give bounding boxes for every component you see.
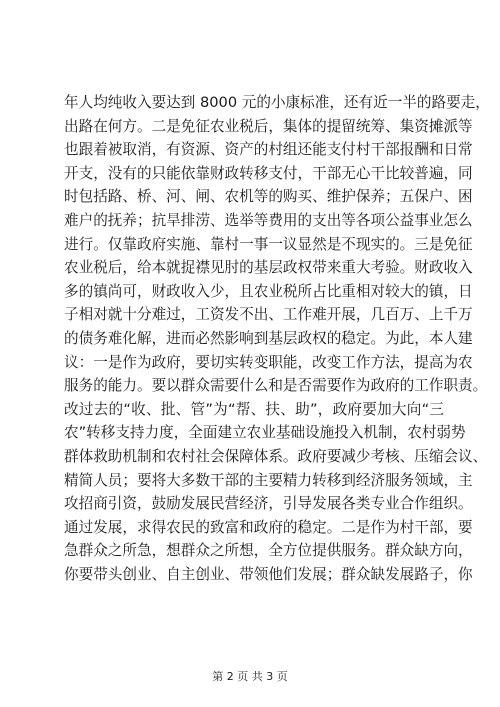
text-line: 你要带头创业、自主创业、带领他们发展；群众缺发展路子，你 bbox=[64, 565, 473, 583]
text-line: 急群众之所急，想群众之所想，全方位提供服务。群众缺方向， bbox=[64, 542, 473, 560]
page-number: 第 2 页 共 3 页 bbox=[212, 670, 288, 683]
text-line: 子相对就十分难过，工资发不出、工作难开展，几百万、上千万 bbox=[64, 306, 473, 324]
text-line: 通过发展，求得农民的致富和政府的稳定。二是作为村干部，要 bbox=[64, 518, 473, 536]
text-line: 农”转移支持力度，全面建立农业基础设施投入机制，农村弱势 bbox=[64, 424, 466, 442]
text-line: 精简人员；要将大多数干部的主要精力转移到经济服务领域，主 bbox=[64, 471, 473, 489]
text-line: 群体救助机制和农村社会保障体系。政府要减少考核、压缩会议、 bbox=[64, 447, 488, 465]
text-line: 服务的能力。要以群众需要什么和是否需要作为政府的工作职责。 bbox=[64, 377, 488, 395]
text-line: 农业税后，给本就捉襟见肘的基层政权带来重大考验。财政收入 bbox=[64, 259, 473, 277]
text-line: 时包括路、桥、河、闸、农机等的购买、维护保养；五保户、困 bbox=[64, 188, 473, 206]
text-line: 也跟着被取消，有资源、资产的村组还能支付村干部报酬和日常 bbox=[64, 141, 473, 159]
text-line: 攻招商引资，鼓励发展民营经济，引导发展各类专业合作组织。 bbox=[64, 495, 473, 513]
text-line: 出路在何方。二是免征农业税后，集体的提留统筹、集资摊派等 bbox=[64, 117, 473, 135]
text-line: 改过去的“收、批、管”为“帮、扶、助”，政府要加大向“三 bbox=[64, 400, 444, 418]
text-line: 议：一是作为政府，要切实转变职能，改变工作方法，提高为农 bbox=[64, 353, 473, 371]
text-line: 年人均纯收入要达到 8000 元的小康标准，还有近一半的路要走， bbox=[64, 94, 490, 111]
text-line: 进行。仅靠政府实施、靠村一事一议显然是不现实的。三是免征 bbox=[64, 235, 473, 253]
text-line: 多的镇尚可，财政收入少，且农业税所占比重相对较大的镇，日 bbox=[64, 282, 473, 300]
body-text bbox=[64, 91, 490, 586]
page-footer bbox=[0, 668, 500, 684]
text-line: 的债务难化解，进而必然影响到基层政权的稳定。为此，本人建 bbox=[64, 329, 473, 347]
text-line: 开支，没有的只能依靠财政转移支付，干部无心干比较普遍，同 bbox=[64, 164, 473, 182]
text-line: 难户的抚养；抗旱排涝、选举等费用的支出等各项公益事业怎么 bbox=[64, 211, 473, 229]
